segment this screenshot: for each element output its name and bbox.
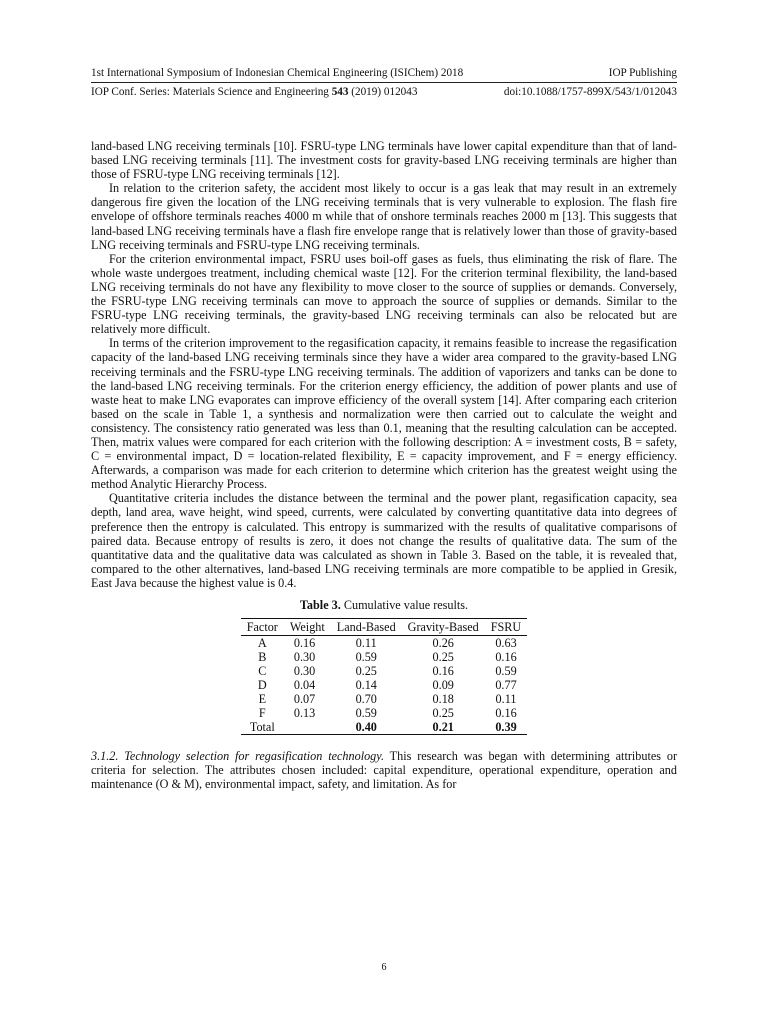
col-header-weight: Weight: [284, 619, 331, 636]
cell-factor: F: [258, 706, 266, 721]
doi-text: doi:10.1088/1757-899X/543/1/012043: [503, 86, 677, 98]
section-text: This research was began with determining attributes or criteria for selection. The attributes chosen included: capital expenditure, operational expenditure, operation and maintenance (O & M), environmental impact, safety, and limitation. As for: [91, 749, 677, 792]
cell-land-based: 0.59: [355, 650, 377, 665]
cell-gravity-based: 0.16: [432, 664, 454, 679]
cell-weight: 0.04: [293, 678, 316, 693]
col-header-land-based: Land-Based: [331, 619, 402, 636]
publisher-name: IOP Publishing: [608, 67, 677, 79]
paragraph: Quantitative criteria includes the distance between the terminal and the power plant, regasification capacity, sea depth, land area, wave height, wind speed, currents, were calculated by converting quantitative data into degrees of preference then the entropy is calculated. This entropy is summarized with the results of qualitative comparisons of paired data. Because entropy of results is zero, it does not change the results of qualitative data. The sum of the quantitative data and the qualitative data was calculated as shown in Table 3. Based on the table, it is revealed that, compared to the other alternatives, land-based LNG receiving terminals are more compatible to be applied in Gresik, East Java because the highest value is 0.4.: [91, 491, 677, 590]
table-caption-label: Table 3.: [299, 598, 341, 612]
year-issue: (2019) 012043: [351, 86, 418, 98]
cell-weight: 0.16: [293, 636, 316, 651]
section-heading: 3.1.2. Technology selection for regasification technology.: [91, 749, 385, 764]
cell-fsru: 0.77: [495, 678, 517, 693]
cell-total-land-based: [331, 720, 402, 735]
table-row: [241, 706, 528, 720]
cell-land-based: 0.59: [355, 706, 377, 721]
cell-gravity-based: 0.25: [432, 706, 454, 721]
table-row: [241, 692, 528, 706]
table-header-row: [241, 619, 528, 636]
col-header-fsru: FSRU: [485, 619, 528, 636]
cell-factor: D: [257, 678, 267, 693]
cell-factor: A: [257, 636, 267, 651]
table-caption: [91, 598, 677, 612]
section-paragraph: [91, 749, 677, 791]
cell-factor: E: [258, 692, 267, 707]
series-name: IOP Conf. Series: Materials Science and Engineering: [91, 86, 329, 98]
header-bottom-row: [91, 83, 677, 100]
cumulative-results-table: [241, 618, 528, 735]
table-total-row: [241, 720, 528, 735]
col-header-gravity-based: Gravity-Based: [402, 619, 485, 636]
journal-citation: [91, 85, 417, 100]
cell-gravity-based: 0.18: [432, 692, 454, 707]
volume-number: 543: [331, 86, 349, 98]
cell-total-weight: [284, 720, 331, 735]
table-row: [241, 678, 528, 692]
cell-fsru: 0.16: [495, 650, 517, 665]
cell-land-based: 0.14: [355, 678, 377, 693]
cell-fsru: 0.59: [495, 664, 517, 679]
table-row: [241, 636, 528, 651]
body-content: [91, 139, 677, 791]
table-row: [241, 664, 528, 678]
cell-land-based: 0.11: [355, 636, 377, 651]
cell-factor: B: [258, 650, 267, 665]
cell-factor: C: [258, 664, 267, 679]
cell-total-label: Total: [241, 720, 284, 735]
conference-name: 1st International Symposium of Indonesian Chemical Engineering (ISIChem) 2018: [91, 67, 464, 79]
cell-weight: 0.07: [293, 692, 316, 707]
table-row: [241, 650, 528, 664]
cell-weight: 0.30: [293, 664, 316, 679]
cell-gravity-based: 0.25: [432, 650, 454, 665]
cell-fsru: 0.11: [495, 692, 517, 707]
cell-weight: 0.30: [293, 650, 316, 665]
col-header-factor: Factor: [241, 619, 284, 636]
total-gravity-based-value: 0.21: [432, 720, 454, 735]
total-land-based-value: 0.40: [355, 720, 377, 735]
cell-gravity-based: 0.09: [432, 678, 454, 693]
total-fsru-value: 0.39: [495, 720, 517, 735]
cell-land-based: 0.70: [355, 692, 377, 707]
cell-gravity-based: 0.26: [432, 636, 454, 651]
cell-total-fsru: [485, 720, 528, 735]
cell-land-based: 0.25: [355, 664, 377, 679]
page-number: 6: [381, 962, 387, 973]
header-top-row: [91, 66, 677, 83]
cell-fsru: 0.63: [495, 636, 517, 651]
paragraph: In relation to the criterion safety, the accident most likely to occur is a gas leak that may result in an extremely dangerous fire given the location of the LNG receiving terminals that is very vulnerable to explosion. The flash fire envelope of offshore terminals reaches 4000 m while that of onshore terminals reaches 2000 m [13]. This suggests that land-based LNG receiving terminals have a flash fire envelope range that is relatively lower than those of gravity-based LNG receiving terminals and FSRU-type LNG receiving terminals.: [91, 181, 677, 252]
running-header: [91, 66, 677, 100]
paragraph: In terms of the criterion improvement to the regasification capacity, it remains feasible to increase the regasification capacity of the land-based LNG receiving terminals since they have a wider area compared to the gravity-based LNG receiving terminals and the FSRU-type LNG receiving terminals. The addition of vaporizers and tanks can be done to the land-based LNG receiving terminals. For the criterion energy efficiency, the addition of power plants and use of waste heat to make LNG evaporates can improve efficiency of the overall system [14]. After comparing each criterion based on the scale in Table 1, a synthesis and normalization were then carried out to calculate the weight and consistency. The consistency ratio generated was less than 0.1, meaning that the resulting calculation can be accepted. Then, matrix values were compared for each criterion with the following description: A = investment costs, B = safety, C = environmental impact, D = location-related flexibility, E = capacity improvement, and F = energy efficiency. Afterwards, a comparison was made for each criterion to determine which criterion has the greatest weight using the method Analytic Hierarchy Process.: [91, 336, 677, 492]
table-caption-text: Cumulative value results.: [343, 598, 469, 612]
cell-weight: 0.13: [293, 706, 316, 721]
paragraph: For the criterion environmental impact, FSRU uses boil-off gases as fuels, thus eliminating the risk of flare. The whole waste undergoes treatment, including chemical waste [12]. For the criterion terminal flexibility, the land-based LNG receiving terminals do not have any flexibility to move closer to the source of supplies or demands. Conversely, the FSRU-type LNG receiving terminals can move to approach the source of supplies or demands. Similar to the FSRU-type LNG receiving terminals, the gravity-based LNG receiving terminals can also be relocated but are relatively more difficult.: [91, 251, 677, 337]
paragraph: land-based LNG receiving terminals [10]. FSRU-type LNG terminals have lower capital expenditure than that of land-based LNG receiving terminals [11]. The investment costs for gravity-based LNG receiving terminals are higher than those of FSRU-type LNG receiving terminals [12].: [91, 139, 677, 182]
cell-fsru: 0.16: [495, 706, 517, 721]
cell-total-gravity-based: [402, 720, 485, 735]
